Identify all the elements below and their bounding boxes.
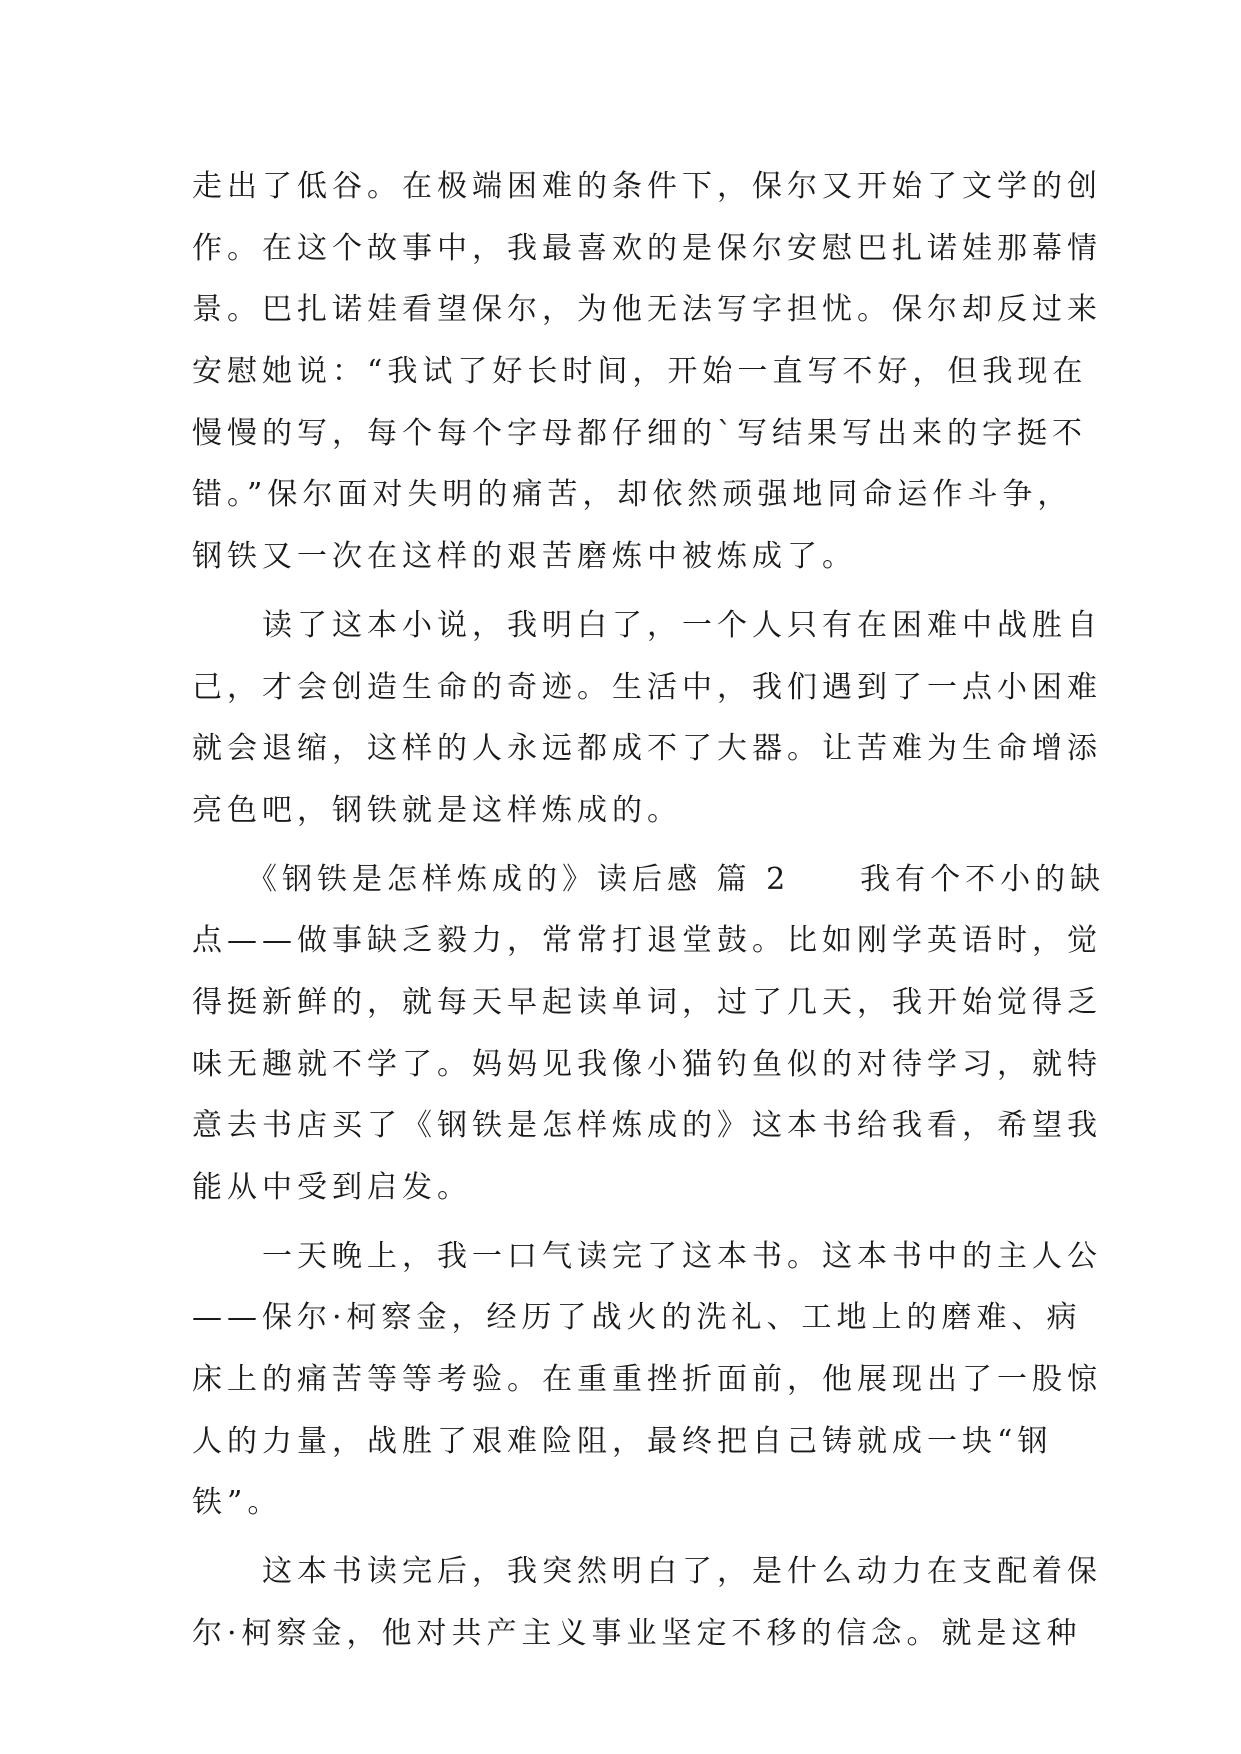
text-line: 能从中受到启发。 [192,1170,472,1205]
text-line: 走出了低谷。在极端困难的条件下，保尔又开始了文学的创 [192,169,1102,204]
text-line: 《钢铁是怎样炼成的》读后感 篇 2 我有个不小的缺 [192,861,1106,897]
text-line: 床上的痛苦等等考验。在重重挫折面前，他展现出了一股惊 [192,1362,1102,1398]
text-line: 慢慢的写，每个每个字母都仔细的`写结果写出来的字挺不 [192,415,1087,451]
paragraph-spacer [192,588,1062,595]
text-line: 这本书读完后，我突然明白了，是什么动力在支配着保 [192,1554,1102,1590]
text-line: 就会退缩，这样的人永远都成不了大器。让苦难为生命增添 [192,731,1102,767]
paragraph [192,849,1106,1219]
text-line: ——保尔·柯察金，经历了战火的洗礼、工地上的磨难、病 [192,1300,1082,1336]
text-line: 尔·柯察金，他对共产主义事业坚定不移的信念。就是这种 [192,1615,1082,1651]
paragraph-spacer [192,842,1062,849]
text-line: 意去书店买了《钢铁是怎样炼成的》这本书给我看，希望我 [192,1108,1102,1144]
text-line: 得挺新鲜的，就每天早起读单词，过了几天，我开始觉得乏 [192,984,1102,1020]
text-line: 安慰她说：“我试了好长时间，开始一直写不好，但我现在 [192,354,1088,390]
text-line: 景。巴扎诺娃看望保尔，为他无法写字担忧。保尔却反过来 [192,292,1102,328]
paragraph-spacer [192,1534,1062,1541]
text-line: 亮色吧，钢铁就是这样炼成的。 [192,792,682,828]
paragraph [192,1226,1102,1534]
text-line: 点——做事缺乏毅力，常常打退堂鼓。比如刚学英语时，觉 [192,923,1102,959]
text-line: 人的力量，战胜了艰难险阻，最终把自己铸就成一块“钢 [192,1423,1053,1459]
paragraph [192,1541,1102,1664]
text-line: 己，才会创造生命的奇迹。生活中，我们遇到了一点小困难 [192,669,1102,705]
document-body [192,156,1106,1665]
text-line: 钢铁又一次在这样的艰苦磨炼中被炼成了。 [192,539,857,575]
text-line: 作。在这个故事中，我最喜欢的是保尔安慰巴扎诺娃那幕情 [192,230,1102,266]
text-line: 读了这本小说，我明白了，一个人只有在困难中战胜自 [192,607,1102,643]
paragraph [192,156,1102,588]
text-line: 味无趣就不学了。妈妈见我像小猫钓鱼似的对待学习，就特 [192,1046,1102,1082]
paragraph-spacer [192,1219,1062,1226]
text-line: 错。”保尔面对失明的痛苦，却依然顽强地同命运作斗争， [192,477,1073,513]
text-line: 一天晚上，我一口气读完了这本书。这本书中的主人公 [192,1238,1102,1274]
text-line: 铁”。 [192,1485,283,1521]
paragraph [192,595,1102,842]
